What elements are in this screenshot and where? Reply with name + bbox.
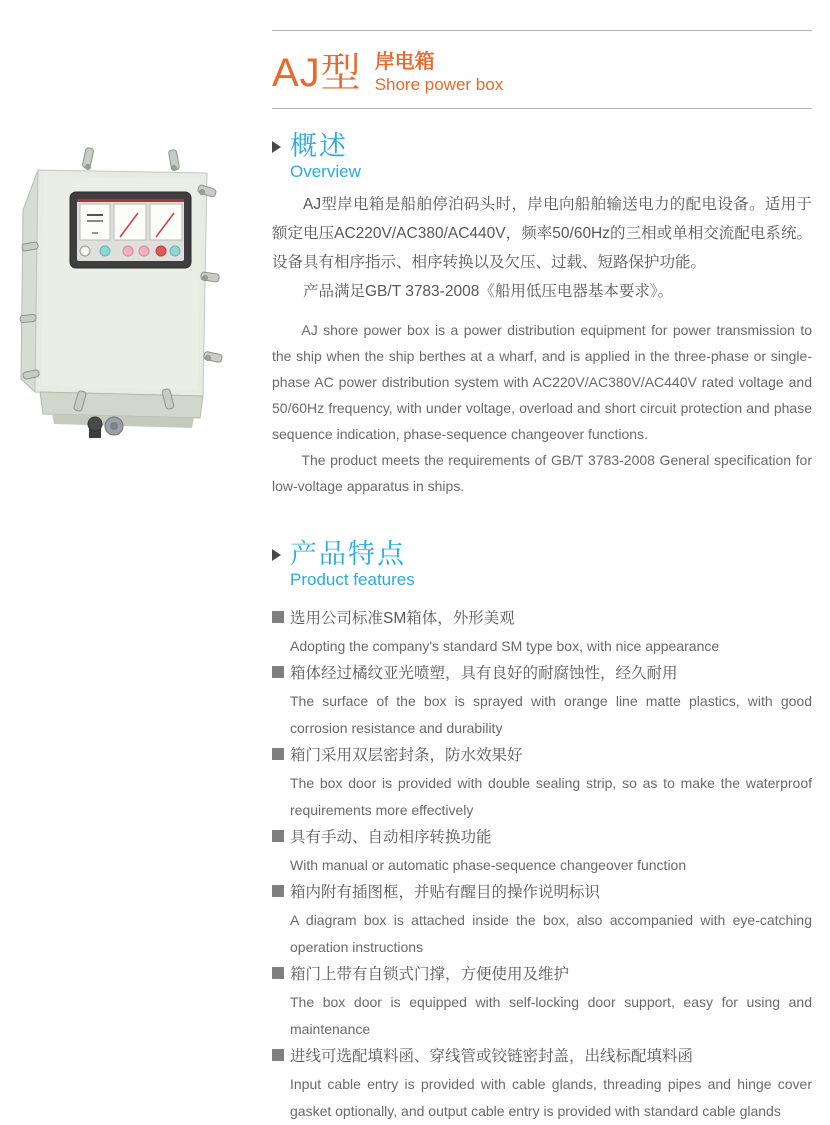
feature-cn-text: 箱体经过橘纹亚光喷塑，具有良好的耐腐蚀性，经久耐用: [290, 665, 678, 682]
feature-en: The surface of the box is sprayed with orange line matte plastics, with good corrosion resistance and durability: [290, 693, 812, 736]
features-section: [272, 539, 812, 1125]
features-list: [272, 605, 812, 1125]
feature-item: [272, 1043, 812, 1125]
triangle-bullet-icon: [272, 141, 281, 153]
feature-item: [272, 879, 812, 961]
square-bullet-icon: [272, 666, 284, 678]
feature-item: [272, 961, 812, 1043]
features-heading: [272, 539, 812, 590]
overview-heading: [272, 131, 812, 182]
overview-paragraph-cn: 产品满足GB/T 3783-2008《船用低压电器基本要求》。: [303, 283, 674, 300]
feature-cn-text: 进线可选配填料函、穿线管或铰链密封盖，出线标配填料函: [290, 1048, 694, 1065]
feature-cn-text: 选用公司标准SM箱体，外形美观: [290, 610, 515, 627]
features-title-cn: 产品特点: [290, 539, 406, 569]
overview-section: [272, 131, 812, 499]
feature-item: [272, 824, 812, 879]
feature-cn: [272, 742, 812, 770]
square-bullet-icon: [272, 1049, 284, 1061]
overview-paragraph-cn: AJ型岸电箱是船舶停泊码头时，岸电向船舶输送电力的配电设备。适用于额定电压AC220V/AC380/AC440V，频率50/60Hz的三相或单相交流配电系统。设备具有相序指示、相序转换以及欠压、过载、短路保护功能。: [272, 196, 812, 271]
feature-en: The box door is provided with double sealing strip, so as to make the waterproof requirements more effectively: [290, 775, 812, 818]
page-title: [272, 44, 812, 101]
feature-cn: [272, 660, 812, 688]
feature-en: A diagram box is attached inside the box, also accompanied with eye-catching operation instructions: [290, 912, 812, 955]
overview-paragraph-en: AJ shore power box is a power distribution equipment for power transmission to the ship when the ship berthes at a wharf, and is applied in the three-phase or single-phase AC power distribution system with AC220V/AC380V/AC440V rated voltage and 50/60Hz frequency, with under voltage, overload and short circuit protection and phase sequence indication, phase-sequence changeover functions.: [272, 322, 812, 442]
square-bullet-icon: [272, 967, 284, 979]
top-divider: [272, 30, 812, 31]
title-divider: [272, 108, 812, 109]
product-subtitle: [375, 50, 504, 95]
feature-item: [272, 742, 812, 824]
square-bullet-icon: [272, 748, 284, 760]
feature-cn: [272, 879, 812, 907]
square-bullet-icon: [272, 830, 284, 842]
overview-heading-text: [290, 131, 361, 182]
features-title-en: Product features: [290, 570, 415, 589]
product-name-cn: 岸电箱: [374, 51, 435, 73]
feature-cn-text: 箱门上带有自锁式门撑，方便使用及维护: [290, 966, 570, 983]
product-name-en: Shore power box: [374, 75, 504, 94]
square-bullet-icon: [272, 611, 284, 623]
feature-cn: [272, 961, 812, 989]
overview-title-cn: 概述: [290, 131, 348, 161]
product-model: AJ型: [272, 50, 362, 95]
feature-item: [272, 660, 812, 742]
feature-en: Adopting the company's standard SM type box, with nice appearance: [290, 638, 720, 654]
triangle-bullet-icon: [272, 549, 281, 561]
feature-cn: [272, 1043, 812, 1071]
square-bullet-icon: [272, 885, 284, 897]
product-photo: [10, 147, 250, 447]
feature-en: The box door is equipped with self-locking door support, easy for using and maintenance: [290, 994, 812, 1037]
feature-cn-text: 箱门采用双层密封条，防水效果好: [290, 747, 523, 764]
feature-en: With manual or automatic phase-sequence changeover function: [290, 857, 687, 873]
feature-en: Input cable entry is provided with cable glands, threading pipes and hinge cover gasket optionally, and output cable entry is provided with standard cable glands: [290, 1076, 812, 1119]
overview-paragraph-en: The product meets the requirements of GB/T 3783-2008 General specification for low-voltage apparatus in ships.: [272, 452, 812, 494]
feature-item: [272, 605, 812, 660]
meter-window: [70, 192, 191, 268]
page-content: [272, 0, 812, 1125]
feature-cn-text: 具有手动、自动相序转换功能: [290, 829, 492, 846]
overview-title-en: Overview: [290, 162, 361, 181]
features-heading-text: [290, 539, 415, 590]
feature-cn: [272, 605, 812, 633]
shore-power-box-image: [10, 147, 250, 447]
feature-cn: [272, 824, 812, 852]
feature-cn-text: 箱内附有插图框，并贴有醒目的操作说明标识: [290, 884, 601, 901]
